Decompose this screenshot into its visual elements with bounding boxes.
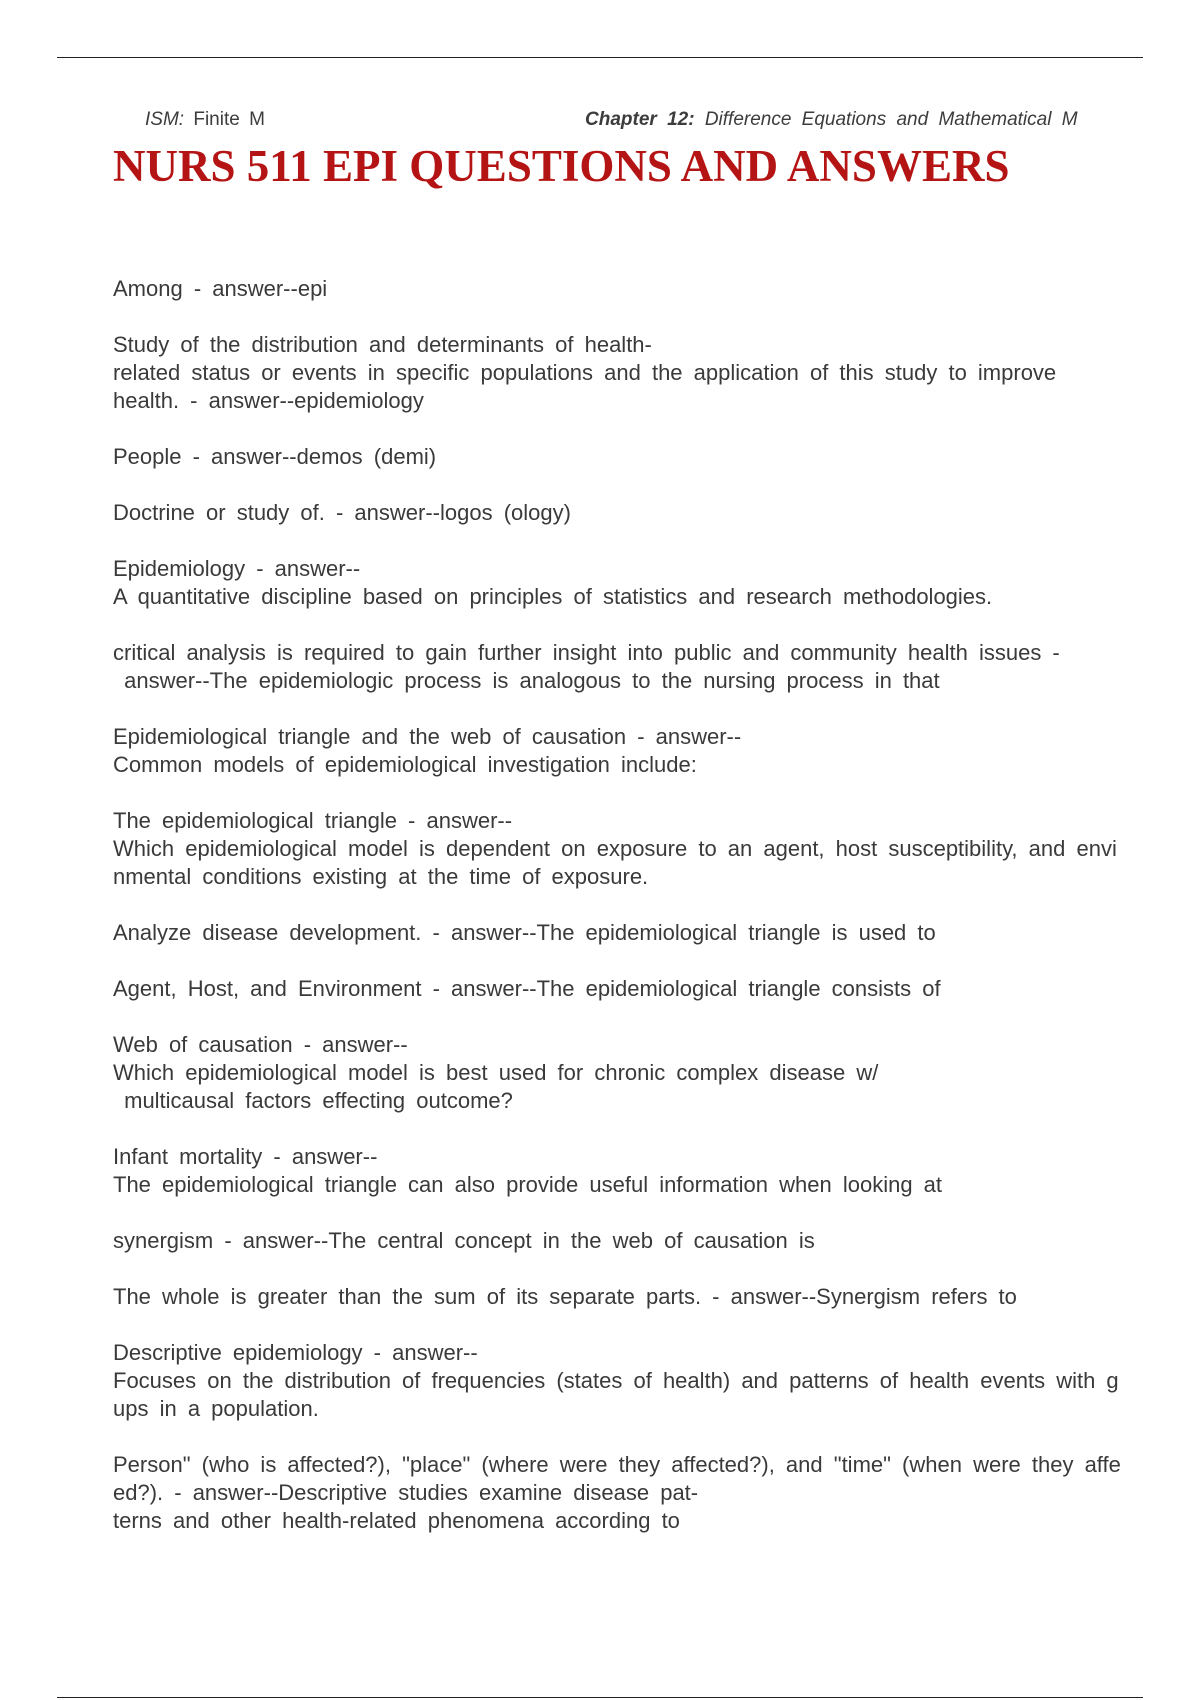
qa-item bbox=[113, 723, 1200, 779]
qa-text-line: terns and other health-related phenomena according to bbox=[113, 1508, 680, 1533]
qa-text-line: Common models of epidemiological investigation include: bbox=[113, 752, 697, 777]
qa-text-line: Epidemiology - answer-- bbox=[113, 556, 361, 581]
running-header-left bbox=[145, 109, 265, 131]
qa-item bbox=[113, 499, 1200, 527]
qa-item bbox=[113, 807, 1200, 891]
qa-item bbox=[113, 1031, 1200, 1115]
qa-text-line: Study of the distribution and determinants of health- bbox=[113, 332, 652, 357]
running-header-book-title: Finite M bbox=[193, 109, 265, 130]
qa-text-line: Epidemiological triangle and the web of causation - answer-- bbox=[113, 724, 742, 749]
qa-list bbox=[113, 275, 1200, 1563]
qa-text-line: Focuses on the distribution of frequencies (states of health) and patterns of health events with g bbox=[113, 1368, 1119, 1393]
qa-text-line: Person" (who is affected?), "place" (where were they affected?), and "time" (when were they affe bbox=[113, 1452, 1121, 1477]
qa-text-line: synergism - answer--The central concept in the web of causation is bbox=[113, 1228, 815, 1253]
qa-text-line: ups in a population. bbox=[113, 1396, 319, 1421]
qa-item bbox=[113, 639, 1200, 695]
qa-text-line: Doctrine or study of. - answer--logos (ology) bbox=[113, 500, 571, 525]
qa-text-line: nmental conditions existing at the time of exposure. bbox=[113, 864, 649, 889]
qa-item bbox=[113, 275, 1200, 303]
qa-item bbox=[113, 1451, 1200, 1535]
qa-text-line: Which epidemiological model is best used for chronic complex disease w/ bbox=[113, 1060, 879, 1085]
qa-text-line: Web of causation - answer-- bbox=[113, 1032, 408, 1057]
qa-item bbox=[113, 1143, 1200, 1199]
qa-text-line: critical analysis is required to gain further insight into public and community health issues - bbox=[113, 640, 1060, 665]
qa-text-line: Among - answer--epi bbox=[113, 276, 328, 301]
running-header-right bbox=[585, 109, 1078, 131]
qa-text-line: ed?). - answer--Descriptive studies examine disease pat- bbox=[113, 1480, 699, 1505]
qa-text-line: The epidemiological triangle can also provide useful information when looking at bbox=[113, 1172, 943, 1197]
top-rule bbox=[57, 57, 1143, 58]
document-title: NURS 511 EPI QUESTIONS AND ANSWERS bbox=[113, 141, 1010, 191]
qa-text-line: answer--The epidemiologic process is analogous to the nursing process in that bbox=[113, 668, 940, 693]
qa-text-line: related status or events in specific populations and the application of this study to improve bbox=[113, 360, 1057, 385]
running-header-chapter-title: Difference Equations and Mathematical M bbox=[704, 109, 1078, 130]
qa-item bbox=[113, 331, 1200, 415]
qa-item bbox=[113, 555, 1200, 611]
qa-text-line: Analyze disease development. - answer--The epidemiological triangle is used to bbox=[113, 920, 936, 945]
bottom-rule bbox=[57, 1697, 1143, 1698]
qa-text-line: Which epidemiological model is dependent on exposure to an agent, host susceptibility, and envi bbox=[113, 836, 1117, 861]
qa-text-line: Infant mortality - answer-- bbox=[113, 1144, 378, 1169]
qa-item bbox=[113, 975, 1200, 1003]
qa-text-line: health. - answer--epidemiology bbox=[113, 388, 424, 413]
qa-text-line: Agent, Host, and Environment - answer--The epidemiological triangle consists of bbox=[113, 976, 941, 1001]
qa-item bbox=[113, 919, 1200, 947]
qa-text-line: The epidemiological triangle - answer-- bbox=[113, 808, 513, 833]
running-header-chapter-label: Chapter 12: bbox=[585, 109, 695, 130]
qa-item bbox=[113, 443, 1200, 471]
qa-item bbox=[113, 1283, 1200, 1311]
qa-text-line: Descriptive epidemiology - answer-- bbox=[113, 1340, 478, 1365]
running-header bbox=[145, 109, 1145, 133]
qa-text-line: multicausal factors effecting outcome? bbox=[113, 1088, 513, 1113]
qa-item bbox=[113, 1339, 1200, 1423]
qa-text-line: A quantitative discipline based on principles of statistics and research methodologies. bbox=[113, 584, 993, 609]
qa-text-line: People - answer--demos (demi) bbox=[113, 444, 437, 469]
running-header-book-label: ISM: bbox=[145, 109, 185, 130]
qa-item bbox=[113, 1227, 1200, 1255]
qa-text-line: The whole is greater than the sum of its separate parts. - answer--Synergism refers to bbox=[113, 1284, 1017, 1309]
